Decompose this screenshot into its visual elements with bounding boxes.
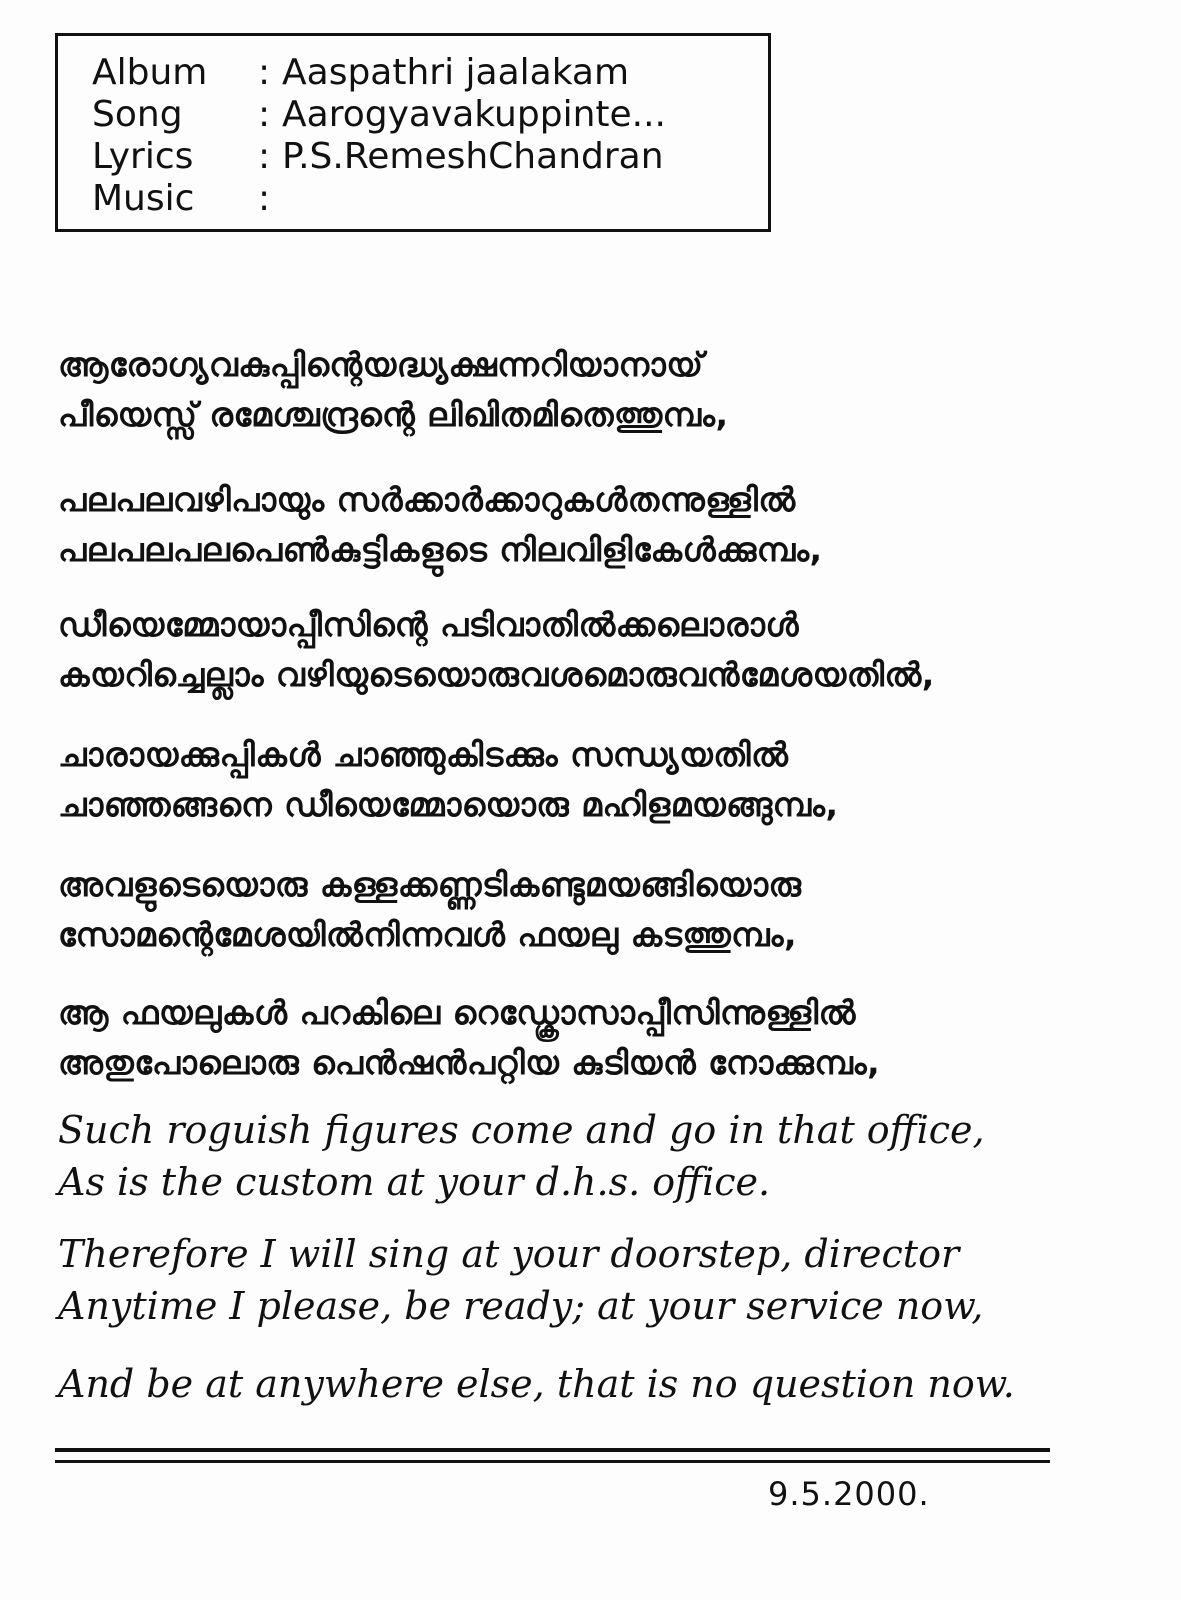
date-text: 9.5.2000. (768, 1475, 930, 1513)
lyric-line: Anytime I please, be ready; at your service now, (58, 1284, 984, 1328)
song-info-box (55, 33, 771, 232)
lyric-line: Such roguish figures come and go in that office, (58, 1108, 985, 1152)
stanza-3 (58, 600, 1138, 700)
lyrics-separator: : (258, 136, 271, 177)
lyric-line: അതുപോലൊരു പെൻഷൻപറ്റിയ കുടിയൻ നോക്കുമ്പം, (58, 1043, 881, 1082)
song-separator: : (258, 94, 271, 135)
lyric-line: സോമന്റെമേശയിൽനിന്നവൾ ഫയലു കടത്തുമ്പം, (58, 915, 798, 954)
lyric-line: പലപലപലപെൺകുട്ടികളുടെ നിലവിളികേൾക്കുമ്പം, (58, 530, 823, 569)
lyrics-label: Lyrics (92, 136, 194, 177)
footer-divider-top (55, 1448, 1050, 1452)
lyric-line: ചാഞ്ഞങ്ങനെ ഡീയെമ്മോയൊരു മഹിളമയങ്ങുമ്പം, (58, 785, 839, 824)
stanza-1 (58, 340, 1138, 440)
lyric-line: അവളുടെയൊരു കള്ളക്കണ്ണടികണ്ടുമയങ്ങിയൊരു (58, 865, 802, 904)
album-label: Album (92, 52, 208, 93)
lyrics-value: P.S.RemeshChandran (282, 136, 664, 177)
stanza-5 (58, 860, 1138, 960)
lyric-line: പലപലവഴിപായും സർക്കാർക്കാറുകൾതന്നുള്ളിൽ (58, 480, 796, 519)
lyric-line: ആരോഗ്യവകുപ്പിന്റെയദ്ധ്യക്ഷന്നറിയാനായ് (58, 345, 704, 384)
music-separator: : (258, 178, 271, 219)
stanza-7 (58, 1104, 1138, 1208)
song-label: Song (92, 94, 183, 135)
stanza-4 (58, 730, 1138, 830)
lyric-line: ചാരായക്കുപ്പികൾ ചാഞ്ഞുകിടക്കും സന്ധ്യയതിൽ (58, 735, 789, 774)
lyrics-row (92, 134, 664, 180)
stanza-8 (58, 1228, 1138, 1332)
album-row (92, 50, 629, 96)
lyric-line: കയറിച്ചെല്ലാം വഴിയുടെയൊരുവശമൊരുവൻമേശയതിൽ, (58, 655, 935, 694)
footer-divider-bottom (55, 1460, 1050, 1463)
song-value: Aarogyavakuppinte... (282, 94, 666, 135)
lyric-line: പീയെസ്സ് രമേശ്ചന്ദ്രന്റെ ലിഖിതമിതെത്തുമ്പം, (58, 395, 729, 434)
lyric-line: And be at anywhere else, that is no question now. (58, 1362, 1015, 1406)
stanza-9 (58, 1358, 1138, 1410)
album-separator: : (258, 52, 271, 93)
album-value: Aaspathri jaalakam (282, 52, 630, 93)
lyric-line: Therefore I will sing at your doorstep, director (58, 1232, 960, 1276)
lyric-line: ഡീയെമ്മോയാപ്പീസിന്റെ പടിവാതിൽക്കലൊരാൾ (58, 605, 800, 644)
lyric-line: As is the custom at your d.h.s. office. (58, 1160, 771, 1204)
music-label: Music (92, 178, 195, 219)
music-row (92, 176, 282, 222)
stanza-2 (58, 475, 1138, 575)
stanza-6 (58, 988, 1138, 1088)
lyric-line: ആ ഫയലുകൾ പറകിലെ റെഡ്ക്രോസാപ്പീസിന്നുള്ളിൽ (58, 993, 856, 1032)
song-row (92, 92, 666, 138)
